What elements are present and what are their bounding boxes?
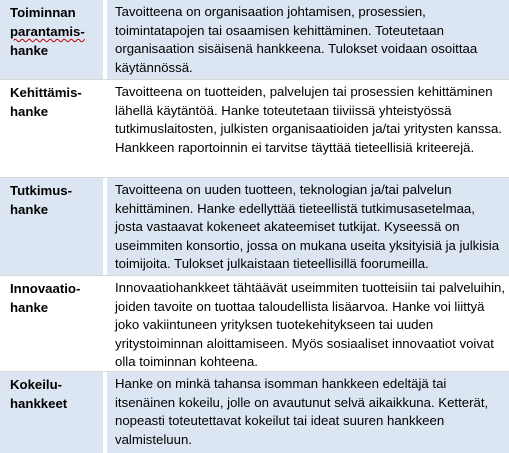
term-line: Kokeilu- [10,377,63,392]
row-term [0,178,103,275]
table-row-innovaatiohanke [0,276,509,372]
table-row-tutkimushanke [0,178,509,276]
term-line: hanke [10,202,49,217]
term-line: hanke [10,300,49,315]
row-description: Innovaatiohankkeet tähtäävät useimmiten tuotteisiin tai palveluihin, joiden tavoite on tuottaa taloudellista lisäarvoa. Hanke voi liittyä joko vakiintuneen yrityksen tuotekehitykseen tai uuden yritystoiminnan aloittamiseen. Myös sosiaaliset innovaatiot voivat olla toiminnan kohteena. [107,276,509,371]
term-line: Innovaatio- [10,281,81,296]
row-term [0,0,103,79]
term-line-spellcheck: parantamis- [10,24,85,39]
table-row-kokeiluhankkeet [0,372,509,453]
term-line: hanke [10,43,49,58]
table-row-toiminnan-parantamishanke [0,0,509,80]
term-line: Kehittämis- [10,85,82,100]
term-line: hankkeet [10,396,68,411]
row-description: Tavoitteena on uuden tuotteen, teknologian ja/tai palvelun kehittäminen. Hanke edellyttää tieteellistä tutkimusasetelmaa, josta vastaavat kokeneet akateemiset tutkijat. Kyseessä on useimmiten konsortio, jossa on mukana useita yksityisiä ja julkisia toimijoita. Tulokset julkaistaan tieteellisillä foorumeilla. [107,178,509,275]
term-line: Toiminnan [10,5,76,20]
row-description: Tavoitteena on tuotteiden, palvelujen tai prosessien kehittäminen lähellä käytäntöä. Hanke toteutetaan tiiviissä yhteistyössä tutkimuslaitosten, julkisten organisaatioiden ja/tai yritysten kanssa. Hankkeen raportoinnin ei tarvitse täyttää tieteellisiä kriteerejä. [107,80,509,177]
table-row-kehittamishanke [0,80,509,178]
term-line: hanke [10,104,49,119]
row-term [0,372,103,453]
row-description: Hanke on minkä tahansa isomman hankkeen edeltäjä tai itsenäinen kokeilu, jolle on avautunut selvä aikaikkuna. Ketterät, nopeasti toteutettavat kokeilut tai ideat suuren hankkeen valmisteluun. [107,372,509,453]
term-line: Tutkimus- [10,183,73,198]
row-term [0,80,103,177]
row-term [0,276,103,371]
row-description: Tavoitteena on organisaation johtamisen, prosessien, toimintatapojen tai osaamisen kehittäminen. Toteutetaan organisaation sisäisenä hankkeena. Tulokset voidaan osoittaa käytännössä. [107,0,509,79]
